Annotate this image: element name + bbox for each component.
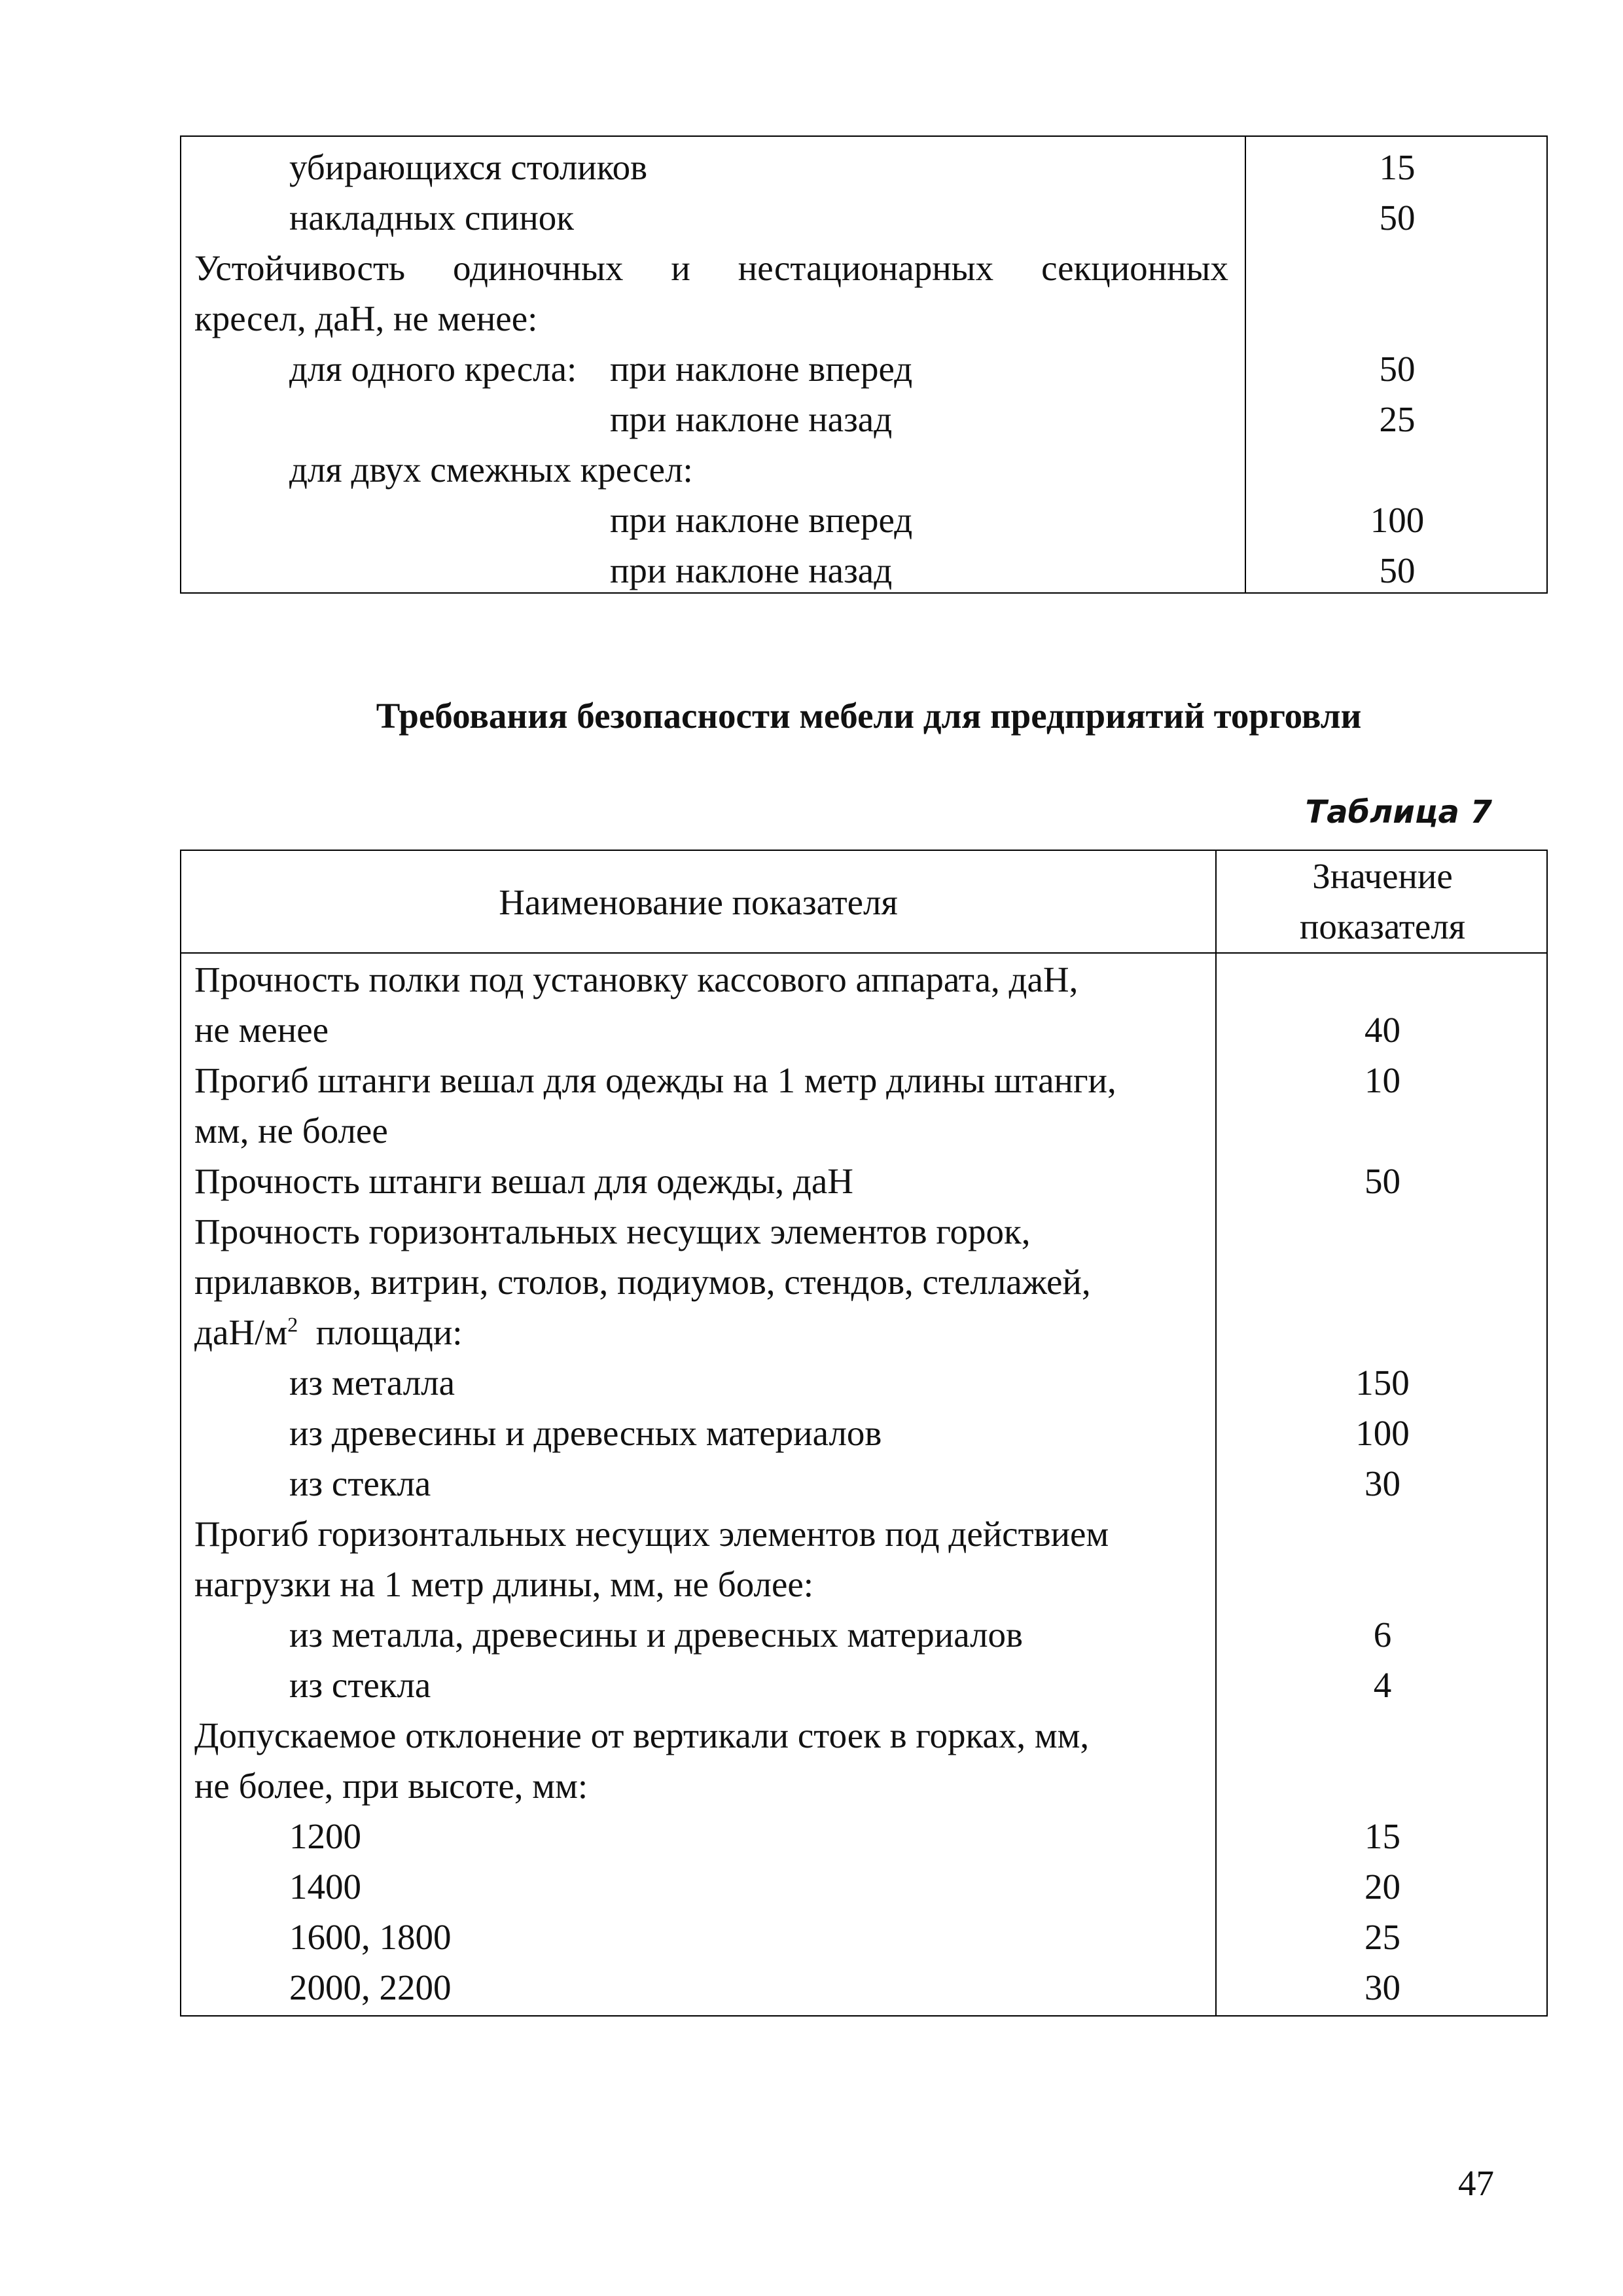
row-label-text: из стекла	[289, 1665, 431, 1705]
row-label-text: 1400	[289, 1867, 361, 1907]
row-label-text: из древесины и древесных материалов	[289, 1413, 882, 1453]
header-value-line2: показателя	[1299, 906, 1466, 946]
row-value: 15	[1364, 1816, 1400, 1856]
row-label	[194, 1761, 588, 1811]
page-number: 47	[1458, 2163, 1494, 2203]
row-label-text: Прогиб горизонтальных несущих элементов под действием	[194, 1514, 1109, 1554]
row-value: 25	[1364, 1917, 1400, 1957]
row-sublabel: при наклоне назад	[610, 550, 893, 590]
row-label-text: Прочность полки под установку кассового аппарата, даН,	[194, 960, 1079, 999]
row-value: 50	[1379, 550, 1416, 590]
row-label	[289, 1458, 431, 1509]
row-sublabel: при наклоне назад	[610, 399, 893, 439]
row-value: 30	[1364, 1463, 1400, 1503]
row-value: 4	[1373, 1665, 1392, 1705]
row-label-text: Допускаемое отклонение от вертикали стоек в горках, мм,	[194, 1715, 1090, 1755]
header-value-line1: Значение	[1312, 856, 1453, 896]
row-label-suffix: площади:	[298, 1312, 463, 1352]
row-value: 50	[1379, 349, 1416, 389]
header-name: Наименование показателя	[499, 882, 898, 922]
row-label-text: Прогиб штанги вешал для одежды на 1 метр длины штанги,	[194, 1060, 1116, 1100]
unit-superscript: 2	[287, 1312, 298, 1336]
row-label	[289, 1357, 455, 1408]
row-value: 6	[1373, 1615, 1392, 1655]
row-label-text: из металла	[289, 1363, 455, 1403]
row-value: 15	[1379, 147, 1416, 187]
row-value: 10	[1364, 1060, 1400, 1100]
row-value: 20	[1364, 1867, 1400, 1907]
row-value: 50	[1379, 198, 1416, 238]
row-label	[289, 1609, 1023, 1660]
row-label: для одного кресла:	[289, 349, 577, 389]
row-label-text: 1600, 1800	[289, 1917, 452, 1957]
row-sublabel: при наклоне вперед	[610, 500, 913, 540]
row-label-text: нагрузки на 1 метр длины, мм, не более:	[194, 1564, 814, 1604]
word: одиночных	[453, 248, 624, 288]
row-label	[194, 1307, 463, 1357]
row-value: 40	[1364, 1010, 1400, 1050]
row-label	[194, 1005, 329, 1055]
row-label-text: 2000, 2200	[289, 1967, 452, 2007]
row-label-text: Прочность горизонтальных несущих элементов горок,	[194, 1211, 1031, 1251]
row-label	[194, 1509, 1109, 1559]
row-label	[194, 1206, 1031, 1257]
requirements-table	[180, 850, 1548, 2017]
header-divider	[181, 952, 1546, 954]
row-value: 100	[1355, 1413, 1410, 1453]
row-label-text: даН/м	[194, 1312, 288, 1352]
row-label: для двух смежных кресел:	[289, 450, 693, 490]
row-label: кресел, даН, не менее:	[194, 298, 538, 338]
column-divider	[1245, 137, 1246, 592]
word: Устойчивость	[194, 248, 406, 288]
row-label-text: не менее	[194, 1010, 329, 1050]
row-label	[289, 1660, 431, 1710]
row-label	[194, 1105, 388, 1156]
word: и	[671, 248, 690, 288]
row-label	[194, 1559, 813, 1609]
row-value: 100	[1370, 500, 1425, 540]
row-label	[289, 1811, 361, 1861]
row-label	[194, 1055, 1116, 1105]
justified-row-label	[194, 243, 1228, 293]
row-label	[194, 1156, 853, 1206]
row-sublabel: при наклоне вперед	[610, 349, 913, 389]
row-label	[194, 1257, 1091, 1307]
row-label-text: 1200	[289, 1816, 361, 1856]
row-label-text: не более, при высоте, мм:	[194, 1766, 588, 1806]
row-value: 25	[1379, 399, 1416, 439]
row-label	[194, 954, 1078, 1005]
row-value: 30	[1364, 1967, 1400, 2007]
row-label	[289, 1861, 361, 1912]
row-label-text: из металла, древесины и древесных материалов	[289, 1615, 1024, 1655]
row-label	[289, 1912, 452, 1962]
row-label-text: мм, не более	[194, 1111, 388, 1151]
column-divider	[1215, 851, 1217, 2015]
section-title: Требования безопасности мебели для предприятий торговли	[376, 696, 1362, 736]
row-label: убирающихся столиков	[289, 147, 648, 187]
row-label-text: Прочность штанги вешал для одежды, даН	[194, 1161, 854, 1201]
row-label: накладных спинок	[289, 198, 574, 238]
row-label	[289, 1962, 452, 2013]
table-number-label: Таблица 7	[1305, 794, 1492, 831]
row-label-text: прилавков, витрин, столов, подиумов, стендов, стеллажей,	[194, 1262, 1091, 1302]
word: секционных	[1041, 248, 1228, 288]
row-value: 50	[1364, 1161, 1400, 1201]
row-label-text: из стекла	[289, 1463, 431, 1503]
row-value: 150	[1355, 1363, 1410, 1403]
table-continuation	[180, 135, 1548, 594]
row-label	[289, 1408, 882, 1458]
row-label	[194, 1710, 1089, 1761]
word: нестационарных	[738, 248, 994, 288]
